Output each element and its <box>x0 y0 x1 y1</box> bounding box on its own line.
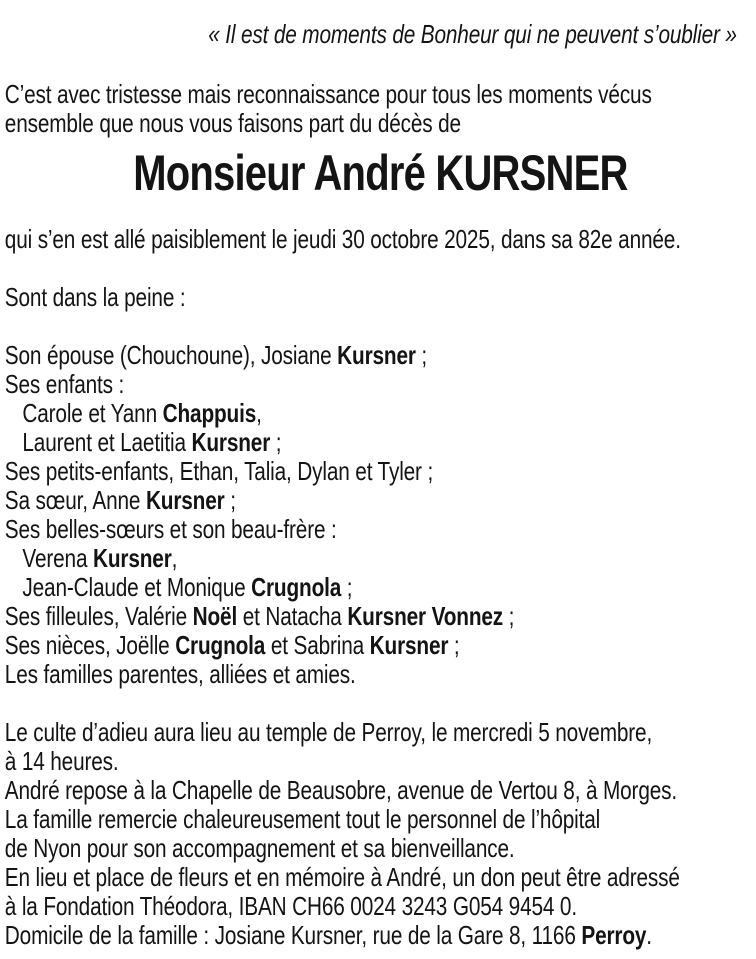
mourner-line <box>5 602 756 631</box>
intro-paragraph <box>5 80 756 138</box>
text-segment: ; <box>448 630 460 660</box>
mourner-line <box>5 631 756 660</box>
text-segment: . <box>646 920 652 950</box>
family-name-bold: Kursner <box>92 543 172 573</box>
text-segment: ; <box>270 427 282 457</box>
text-segment: à 14 heures. <box>4 746 119 776</box>
mourners-heading: Sont dans la peine : <box>4 282 186 312</box>
family-name-bold: Noël <box>192 601 238 631</box>
ceremony-line <box>5 834 756 863</box>
text-segment: Verena <box>22 543 93 573</box>
text-segment: , <box>256 398 262 428</box>
text-segment: ; <box>415 340 428 370</box>
mourner-line <box>5 428 756 457</box>
text-segment: Domicile de la famille : Josiane Kursner, rue de la Gare 8, 1166 <box>4 920 582 950</box>
mourner-line <box>5 660 756 689</box>
mourner-line <box>5 341 756 370</box>
mourner-line <box>5 370 756 399</box>
text-segment: Son épouse (Chouchoune), Josiane <box>4 340 338 370</box>
family-name-bold: Kursner <box>369 630 449 660</box>
text-segment: Ses filleules, Valérie <box>4 601 193 631</box>
ceremony-details <box>5 718 756 950</box>
text-segment: de Nyon pour son accompagnement et sa bienveillance. <box>4 833 515 863</box>
family-name-bold: Perroy <box>581 920 647 950</box>
text-segment: Les familles parentes, alliées et amies. <box>4 659 356 689</box>
family-name-bold: Kursner <box>337 340 416 370</box>
family-name-bold: Kursner <box>145 485 225 515</box>
text-segment: Le culte d’adieu aura lieu au temple de Perroy, le mercredi 5 novembre, <box>4 717 653 747</box>
ceremony-line <box>5 776 756 805</box>
deceased-name-title: Monsieur André KURSNER <box>133 145 628 201</box>
text-segment: La famille remercie chaleureusement tout le personnel de l’hôpital <box>4 804 601 834</box>
text-segment: à la Fondation Théodora, IBAN CH66 0024 3243 G054 9454 0. <box>4 891 577 921</box>
family-name-bold: Chappuis <box>162 398 257 428</box>
ceremony-line <box>5 892 756 921</box>
text-segment: Jean-Claude et Monique <box>22 572 252 602</box>
text-segment: En lieu et place de fleurs et en mémoire à André, un don peut être adressé <box>4 862 680 892</box>
mourner-line <box>5 573 756 602</box>
ceremony-line <box>5 863 756 892</box>
mourner-line <box>5 399 756 428</box>
intro-line-2: ensemble que nous vous faisons part du décès de <box>4 108 461 138</box>
family-name-bold: Crugnola <box>251 572 342 602</box>
family-name-bold: Kursner Vonnez <box>347 601 504 631</box>
ceremony-line <box>5 805 756 834</box>
family-name-bold: Kursner <box>191 427 271 457</box>
text-segment: et Sabrina <box>265 630 370 660</box>
intro-line-1: C’est avec tristesse mais reconnaissance pour tous les moments vécus <box>4 79 652 109</box>
family-name-bold: Crugnola <box>175 630 266 660</box>
mourners-list <box>5 341 756 689</box>
text-segment: Ses enfants : <box>4 369 125 399</box>
ceremony-line <box>5 921 756 950</box>
text-segment: ; <box>503 601 515 631</box>
text-segment: ; <box>224 485 236 515</box>
death-date-line: qui s’en est allé paisiblement le jeudi 30 octobre 2025, dans sa 82e année. <box>4 224 681 254</box>
ceremony-line <box>5 718 756 747</box>
text-segment: André repose à la Chapelle de Beausobre, avenue de Vertou 8, à Morges. <box>4 775 678 805</box>
mourner-line <box>5 515 756 544</box>
text-segment: Laurent et Laetitia <box>22 427 192 457</box>
text-segment: et Natacha <box>237 601 348 631</box>
text-segment: Ses petits-enfants, Ethan, Talia, Dylan et Tyler ; <box>4 456 434 486</box>
text-segment: Sa sœur, Anne <box>4 485 146 515</box>
text-segment: Ses belles-sœurs et son beau-frère : <box>4 514 337 544</box>
text-segment: , <box>171 543 178 573</box>
text-segment: Carole et Yann <box>22 398 163 428</box>
text-segment: ; <box>341 572 353 602</box>
mourner-line <box>5 544 756 573</box>
ceremony-line <box>5 747 756 776</box>
mourner-line <box>5 486 756 515</box>
mourner-line <box>5 457 756 486</box>
text-segment: Ses nièces, Joëlle <box>4 630 176 660</box>
epigraph-quote: « Il est de moments de Bonheur qui ne peuvent s’oublier » <box>208 19 737 49</box>
